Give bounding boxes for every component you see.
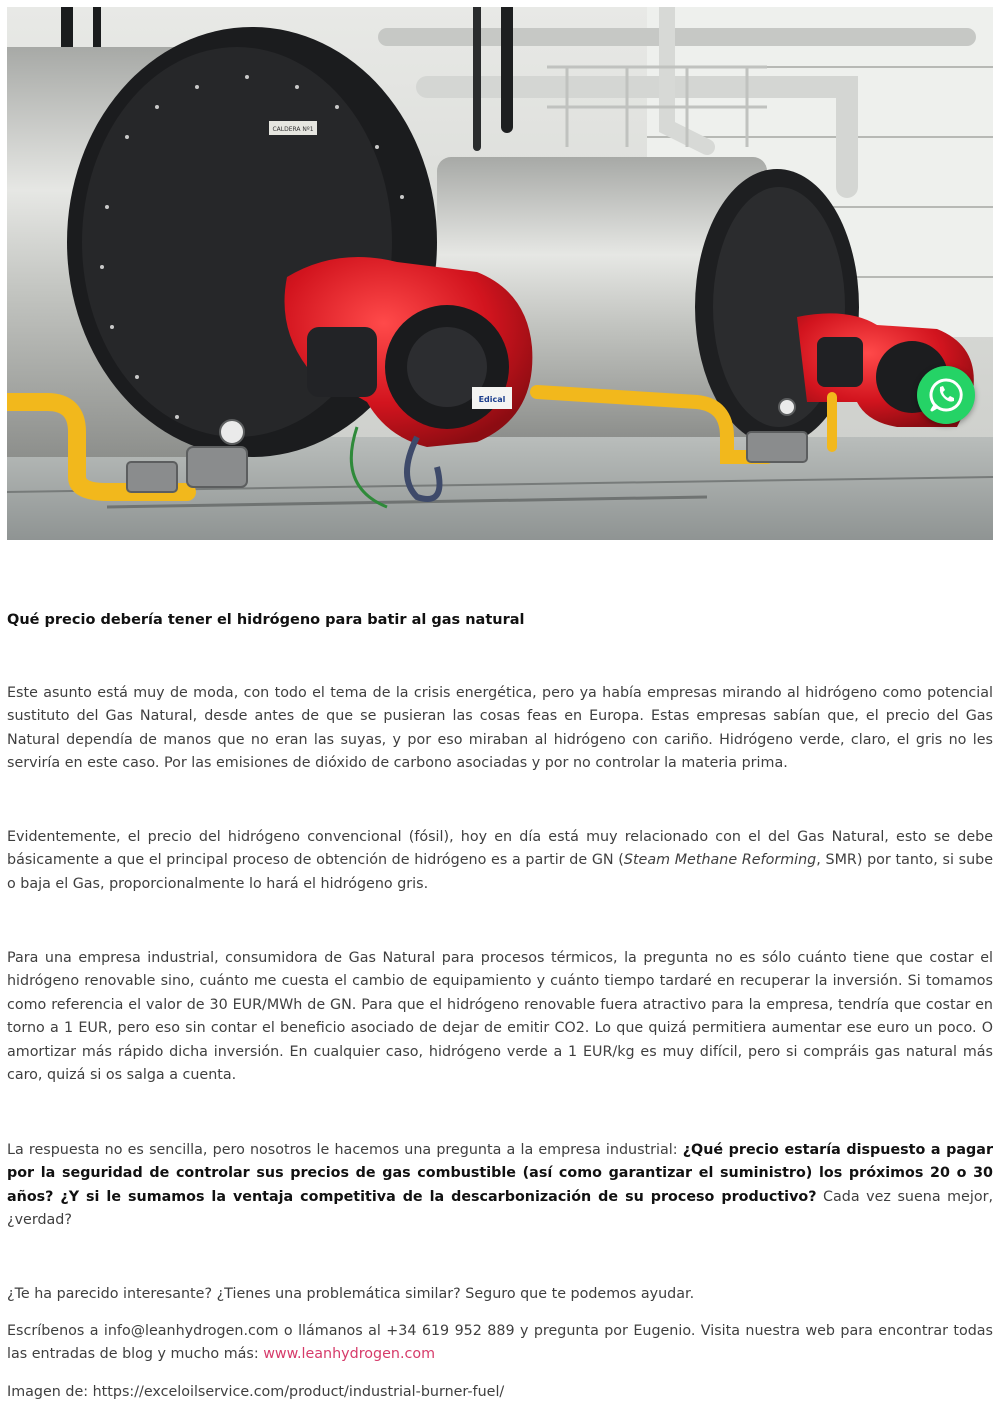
contact-text: Escríbenos a info@leanhydrogen.com o llámanos al +34 619 952 889 y pregunta por Eugenio. Visita nuestra web para encontrar todas las entradas de blog y mucho más: [7, 1323, 993, 1363]
whatsapp-icon [927, 376, 965, 414]
website-link[interactable]: www.leanhydrogen.com [263, 1346, 436, 1363]
article-contact-paragraph [7, 1320, 993, 1367]
burner-brand-label: Edical [478, 395, 506, 404]
whatsapp-button[interactable] [917, 366, 975, 424]
paragraph-2-text-end: , SMR) por tanto, si sube o baja el Gas, proporcionalmente lo hará el hidrógeno gris. [7, 852, 993, 892]
image-credit: Imagen de: https://exceloilservice.com/product/industrial-burner-fuel/ [7, 1384, 505, 1400]
article-paragraph-5: ¿Te ha parecido interesante? ¿Tienes una problemática similar? Seguro que te podemos ayudar. [7, 1286, 695, 1302]
article-paragraph-3: Para una empresa industrial, consumidora de Gas Natural para procesos térmicos, la pregunta no es sólo cuánto tiene que costar el hidrógeno renovable sino, cuánto me cuesta el cambio de equipamiento y cuánto tiempo tardaré en recuperar la inversión. Si tomamos como referencia el valor de 30 EUR/MWh de GN. Para que el hidrógeno renovable fuera atractivo para la empresa, tendría que costar en torno a 1 EUR, pero eso sin contar el beneficio asociado de dejar de emitir CO2. Lo que quizá permitiera aumentar ese euro un poco. O amortizar más rápido dicha inversión. En cualquier caso, hidrógeno verde a 1 EUR/kg es muy difícil, pero si compráis gas natural más caro, quizá si os salga a cuenta. [7, 950, 993, 1084]
hero-image [7, 7, 993, 540]
paragraph-4-text-end: Cada vez suena mejor, ¿verdad? [7, 1188, 993, 1229]
boiler-room-illustration [7, 7, 993, 540]
paragraph-2-text-start: Evidentemente, el precio del hidrógeno convencional (fósil), hoy en día está muy relacionado con el del Gas Natural, esto se debe básicamente a que el principal proceso de obtención de hidrógeno es a partir de GN ( [7, 829, 993, 869]
paragraph-2-italic-term: Steam Methane Reforming [623, 852, 817, 869]
article-title: Qué precio debería tener el hidrógeno para batir al gas natural [7, 612, 525, 628]
article-paragraph-1: Este asunto está muy de moda, con todo el tema de la crisis energética, pero ya había empresas mirando al hidrógeno como potencial sustituto del Gas Natural, desde antes de que se pusieran las cosas feas en Europa. Estas empresas sabían que, el precio del Gas Natural dependía de manos que no eran las suyas, y por eso miraban al hidrógeno con cariño. Hidrógeno verde, claro, el gris no les serviría en este caso. Por las emisiones de dióxido de carbono asociadas y por no controlar la materia prima. [7, 685, 993, 772]
paragraph-4-text-start: La respuesta no es sencilla, pero nosotros le hacemos una pregunta a la empresa industrial: [7, 1142, 683, 1158]
article-paragraph-2 [7, 826, 993, 896]
article-paragraph-4 [7, 1139, 993, 1233]
boiler-plate-label: CALDERA Nº1 [272, 126, 314, 133]
paragraph-4-bold-question: ¿Qué precio estaría dispuesto a pagar por la seguridad de controlar sus precios de gas combustible (así como garantizar el suministro) los próximos 20 o 30 años? ¿Y si le sumamos la ventaja competitiva de la descarbonización de su proceso productivo? [7, 1142, 993, 1205]
